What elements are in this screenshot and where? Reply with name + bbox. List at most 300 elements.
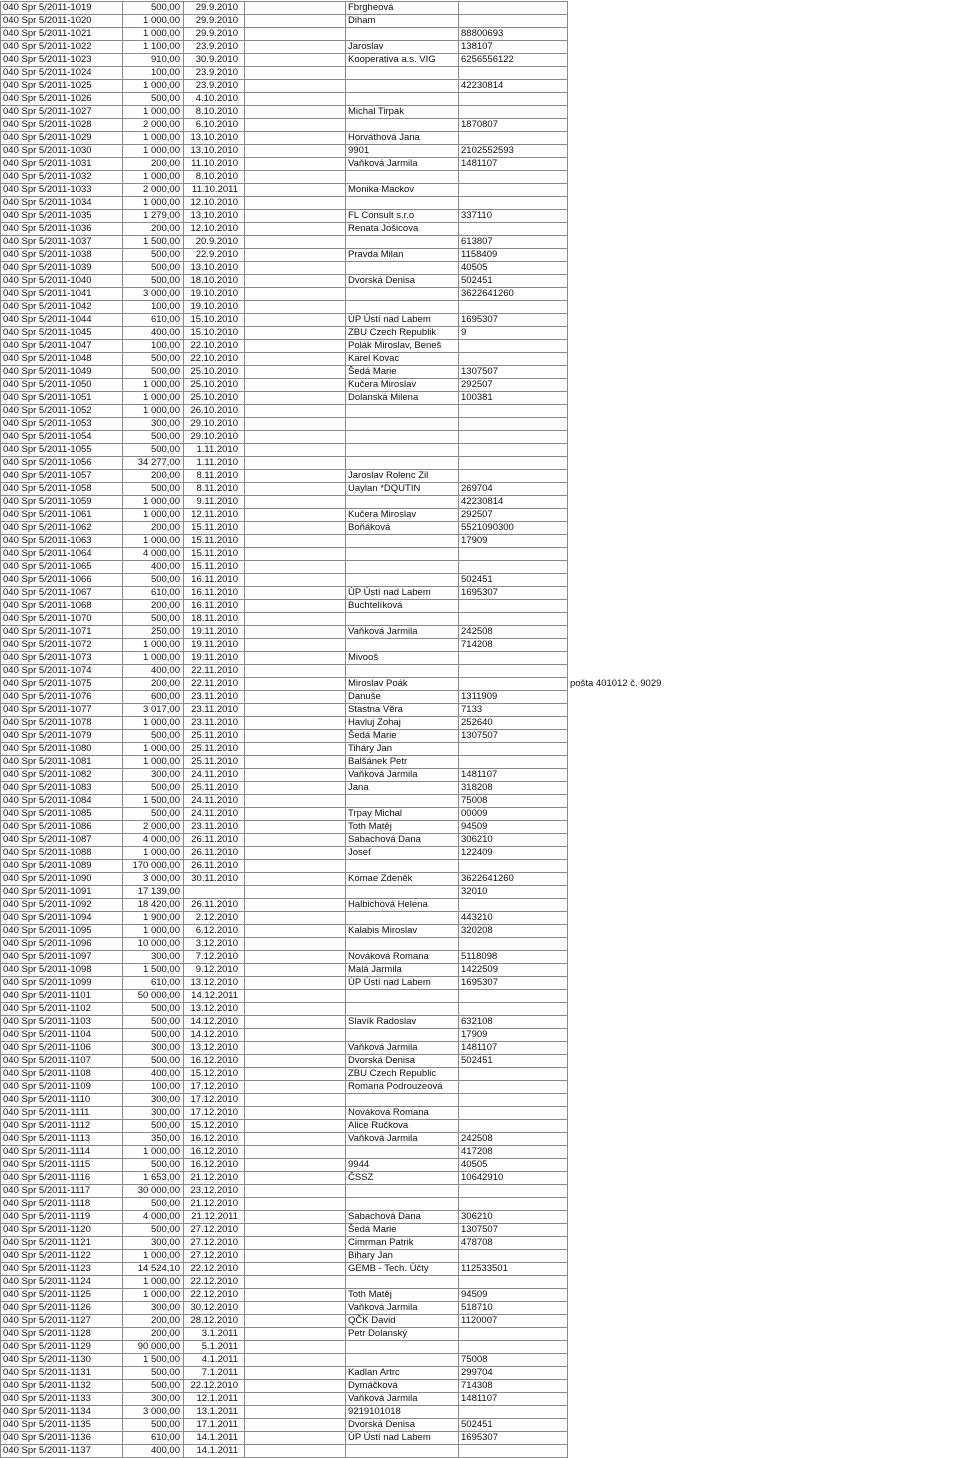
date-cell: 2.12.2010	[184, 912, 245, 925]
name-cell: Boňáková	[346, 522, 459, 535]
date-cell: 1.11.2010	[184, 444, 245, 457]
name-cell	[346, 457, 459, 470]
account-cell: 40505	[459, 1159, 568, 1172]
date-cell: 25.11.2010	[184, 730, 245, 743]
date-cell: 17.12.2010	[184, 1094, 245, 1107]
amount-cell: 610,00	[123, 977, 184, 990]
name-cell	[346, 119, 459, 132]
account-cell: 1870807	[459, 119, 568, 132]
note-cell	[568, 1159, 768, 1172]
table-row	[1, 678, 768, 691]
date-cell: 22.12.2010	[184, 1380, 245, 1393]
account-cell: 320208	[459, 925, 568, 938]
amount-cell: 610,00	[123, 314, 184, 327]
account-cell: 7133	[459, 704, 568, 717]
account-cell: 502451	[459, 275, 568, 288]
table-row	[1, 54, 768, 67]
date-cell: 23.11.2010	[184, 704, 245, 717]
name-cell: Mivooš	[346, 652, 459, 665]
amount-cell: 300,00	[123, 1393, 184, 1406]
account-cell: 17909	[459, 535, 568, 548]
table-row	[1, 470, 768, 483]
name-cell	[346, 171, 459, 184]
name-cell: Havluj Zohaj	[346, 717, 459, 730]
date-cell: 22.9.2010	[184, 249, 245, 262]
amount-cell: 100,00	[123, 67, 184, 80]
note-cell	[568, 483, 768, 496]
account-cell: 443210	[459, 912, 568, 925]
name-cell	[346, 67, 459, 80]
date-cell: 25.11.2010	[184, 782, 245, 795]
name-cell: Horváthová Jana	[346, 132, 459, 145]
table-row	[1, 1289, 768, 1302]
reference-cell: 040 Spr 5/2011-1027	[1, 106, 123, 119]
note-cell	[568, 392, 768, 405]
spacer-cell	[245, 457, 346, 470]
note-cell	[568, 743, 768, 756]
reference-cell: 040 Spr 5/2011-1124	[1, 1276, 123, 1289]
table-row	[1, 353, 768, 366]
reference-cell: 040 Spr 5/2011-1122	[1, 1250, 123, 1263]
account-cell	[459, 1185, 568, 1198]
date-cell: 22.12.2010	[184, 1289, 245, 1302]
account-cell: 417208	[459, 1146, 568, 1159]
reference-cell: 040 Spr 5/2011-1084	[1, 795, 123, 808]
table-row	[1, 106, 768, 119]
reference-cell: 040 Spr 5/2011-1035	[1, 210, 123, 223]
date-cell: 7.12.2010	[184, 951, 245, 964]
note-cell	[568, 1354, 768, 1367]
reference-cell: 040 Spr 5/2011-1126	[1, 1302, 123, 1315]
date-cell: 25.10.2010	[184, 392, 245, 405]
amount-cell: 1 900,00	[123, 912, 184, 925]
account-cell: 2102552593	[459, 145, 568, 158]
note-cell	[568, 1211, 768, 1224]
amount-cell: 1 000,00	[123, 197, 184, 210]
name-cell: Vaňková Jarmila	[346, 1393, 459, 1406]
reference-cell: 040 Spr 5/2011-1071	[1, 626, 123, 639]
reference-cell: 040 Spr 5/2011-1074	[1, 665, 123, 678]
account-cell	[459, 665, 568, 678]
account-cell	[459, 1081, 568, 1094]
amount-cell: 500,00	[123, 444, 184, 457]
note-cell	[568, 756, 768, 769]
reference-cell: 040 Spr 5/2011-1061	[1, 509, 123, 522]
reference-cell: 040 Spr 5/2011-1136	[1, 1432, 123, 1445]
reference-cell: 040 Spr 5/2011-1109	[1, 1081, 123, 1094]
table-row	[1, 1419, 768, 1432]
amount-cell: 1 000,00	[123, 145, 184, 158]
name-cell	[346, 795, 459, 808]
spacer-cell	[245, 808, 346, 821]
name-cell: ÚP Ústí nad Labem	[346, 587, 459, 600]
table-row	[1, 15, 768, 28]
account-cell: 306210	[459, 834, 568, 847]
note-cell	[568, 1315, 768, 1328]
reference-cell: 040 Spr 5/2011-1064	[1, 548, 123, 561]
name-cell: Sabachová Dana	[346, 1211, 459, 1224]
amount-cell: 500,00	[123, 1198, 184, 1211]
name-cell: Vaňková Jarmila	[346, 1133, 459, 1146]
account-cell: 1695307	[459, 587, 568, 600]
date-cell: 8.11.2010	[184, 483, 245, 496]
note-cell	[568, 353, 768, 366]
spacer-cell	[245, 1237, 346, 1250]
name-cell: Dvorská Denisa	[346, 1055, 459, 1068]
table-row	[1, 1185, 768, 1198]
name-cell	[346, 860, 459, 873]
spacer-cell	[245, 496, 346, 509]
spacer-cell	[245, 28, 346, 41]
amount-cell: 1 000,00	[123, 1146, 184, 1159]
name-cell: Vaňková Jarmila	[346, 769, 459, 782]
reference-cell: 040 Spr 5/2011-1130	[1, 1354, 123, 1367]
date-cell: 4.10.2010	[184, 93, 245, 106]
date-cell: 12.1.2011	[184, 1393, 245, 1406]
name-cell	[346, 93, 459, 106]
note-cell	[568, 834, 768, 847]
table-row	[1, 639, 768, 652]
date-cell: 13.10.2010	[184, 262, 245, 275]
spacer-cell	[245, 1146, 346, 1159]
amount-cell: 500,00	[123, 1224, 184, 1237]
date-cell: 14.12.2010	[184, 1016, 245, 1029]
name-cell: Karel Kovac	[346, 353, 459, 366]
spacer-cell	[245, 1445, 346, 1458]
spacer-cell	[245, 1055, 346, 1068]
spacer-cell	[245, 561, 346, 574]
date-cell: 13.10.2010	[184, 145, 245, 158]
spacer-cell	[245, 54, 346, 67]
account-cell: 100381	[459, 392, 568, 405]
name-cell: Josef	[346, 847, 459, 860]
date-cell: 25.10.2010	[184, 379, 245, 392]
reference-cell: 040 Spr 5/2011-1050	[1, 379, 123, 392]
date-cell: 29.9.2010	[184, 28, 245, 41]
reference-cell: 040 Spr 5/2011-1028	[1, 119, 123, 132]
account-cell	[459, 1328, 568, 1341]
amount-cell: 300,00	[123, 1042, 184, 1055]
name-cell	[346, 288, 459, 301]
date-cell: 18.10.2010	[184, 275, 245, 288]
table-row	[1, 990, 768, 1003]
reference-cell: 040 Spr 5/2011-1025	[1, 80, 123, 93]
account-cell	[459, 899, 568, 912]
date-cell: 26.11.2010	[184, 834, 245, 847]
amount-cell: 2 000,00	[123, 821, 184, 834]
reference-cell: 040 Spr 5/2011-1095	[1, 925, 123, 938]
account-cell	[459, 340, 568, 353]
name-cell	[346, 197, 459, 210]
account-cell: 122409	[459, 847, 568, 860]
table-row	[1, 1146, 768, 1159]
note-cell	[568, 366, 768, 379]
spacer-cell	[245, 912, 346, 925]
table-row	[1, 1445, 768, 1458]
amount-cell: 500,00	[123, 1159, 184, 1172]
date-cell: 8.10.2010	[184, 106, 245, 119]
amount-cell: 200,00	[123, 600, 184, 613]
amount-cell: 1 279,00	[123, 210, 184, 223]
date-cell: 15.12.2010	[184, 1120, 245, 1133]
reference-cell: 040 Spr 5/2011-1080	[1, 743, 123, 756]
name-cell: Cimrman Patrik	[346, 1237, 459, 1250]
note-cell	[568, 964, 768, 977]
date-cell: 13.12.2010	[184, 1042, 245, 1055]
name-cell: Renata Jošicova	[346, 223, 459, 236]
amount-cell: 1 000,00	[123, 15, 184, 28]
reference-cell: 040 Spr 5/2011-1104	[1, 1029, 123, 1042]
date-cell: 4.1.2011	[184, 1354, 245, 1367]
note-cell	[568, 431, 768, 444]
amount-cell: 1 500,00	[123, 964, 184, 977]
account-cell	[459, 431, 568, 444]
amount-cell: 200,00	[123, 1315, 184, 1328]
spacer-cell	[245, 1354, 346, 1367]
table-row	[1, 1081, 768, 1094]
spacer-cell	[245, 756, 346, 769]
date-cell: 24.11.2010	[184, 808, 245, 821]
amount-cell: 250,00	[123, 626, 184, 639]
date-cell: 13.10.2010	[184, 210, 245, 223]
account-cell	[459, 184, 568, 197]
date-cell: 26.11.2010	[184, 899, 245, 912]
spacer-cell	[245, 873, 346, 886]
amount-cell: 100,00	[123, 340, 184, 353]
amount-cell: 500,00	[123, 1029, 184, 1042]
date-cell: 19.11.2010	[184, 626, 245, 639]
reference-cell: 040 Spr 5/2011-1118	[1, 1198, 123, 1211]
name-cell: ÚP Ústí nad Labem	[346, 1432, 459, 1445]
reference-cell: 040 Spr 5/2011-1127	[1, 1315, 123, 1328]
date-cell: 16.11.2010	[184, 600, 245, 613]
note-cell	[568, 288, 768, 301]
name-cell: Pravda Milan	[346, 249, 459, 262]
reference-cell: 040 Spr 5/2011-1115	[1, 1159, 123, 1172]
spacer-cell	[245, 1263, 346, 1276]
date-cell: 15.11.2010	[184, 522, 245, 535]
table-row	[1, 379, 768, 392]
reference-cell: 040 Spr 5/2011-1110	[1, 1094, 123, 1107]
spacer-cell	[245, 769, 346, 782]
table-row	[1, 613, 768, 626]
account-cell: 32010	[459, 886, 568, 899]
note-cell	[568, 1250, 768, 1263]
spacer-cell	[245, 886, 346, 899]
name-cell: Kučera Miroslav	[346, 379, 459, 392]
spacer-cell	[245, 132, 346, 145]
amount-cell: 200,00	[123, 470, 184, 483]
amount-cell: 1 653,00	[123, 1172, 184, 1185]
name-cell: Šedá Marie	[346, 1224, 459, 1237]
note-cell	[568, 314, 768, 327]
spacer-cell	[245, 249, 346, 262]
spacer-cell	[245, 41, 346, 54]
spacer-cell	[245, 522, 346, 535]
table-row	[1, 262, 768, 275]
date-cell: 15.11.2010	[184, 548, 245, 561]
reference-cell: 040 Spr 5/2011-1123	[1, 1263, 123, 1276]
note-cell	[568, 691, 768, 704]
amount-cell: 350,00	[123, 1133, 184, 1146]
note-cell	[568, 1146, 768, 1159]
amount-cell: 1 000,00	[123, 392, 184, 405]
amount-cell: 1 100,00	[123, 41, 184, 54]
table-row	[1, 600, 768, 613]
name-cell	[346, 574, 459, 587]
spacer-cell	[245, 262, 346, 275]
table-row	[1, 665, 768, 678]
name-cell: QČK David	[346, 1315, 459, 1328]
note-cell	[568, 938, 768, 951]
reference-cell: 040 Spr 5/2011-1019	[1, 2, 123, 15]
note-cell	[568, 808, 768, 821]
amount-cell: 1 000,00	[123, 509, 184, 522]
note-cell	[568, 1367, 768, 1380]
account-cell	[459, 301, 568, 314]
spacer-cell	[245, 405, 346, 418]
note-cell	[568, 1237, 768, 1250]
table-row	[1, 314, 768, 327]
account-cell	[459, 171, 568, 184]
account-cell	[459, 197, 568, 210]
reference-cell: 040 Spr 5/2011-1066	[1, 574, 123, 587]
reference-cell: 040 Spr 5/2011-1031	[1, 158, 123, 171]
name-cell: Bihary Jan	[346, 1250, 459, 1263]
note-cell	[568, 795, 768, 808]
note-cell	[568, 990, 768, 1003]
note-cell	[568, 457, 768, 470]
name-cell	[346, 886, 459, 899]
account-cell: 138107	[459, 41, 568, 54]
spacer-cell	[245, 1419, 346, 1432]
account-cell	[459, 1250, 568, 1263]
name-cell: ÚP Ústí nad Labem	[346, 314, 459, 327]
name-cell: Toth Matěj	[346, 1289, 459, 1302]
reference-cell: 040 Spr 5/2011-1026	[1, 93, 123, 106]
account-cell: 112533501	[459, 1263, 568, 1276]
date-cell: 13.12.2010	[184, 977, 245, 990]
date-cell: 16.12.2010	[184, 1146, 245, 1159]
amount-cell: 500,00	[123, 483, 184, 496]
date-cell: 23.11.2010	[184, 717, 245, 730]
amount-cell: 300,00	[123, 1107, 184, 1120]
name-cell	[346, 1146, 459, 1159]
amount-cell: 3 000,00	[123, 1406, 184, 1419]
account-cell: 478708	[459, 1237, 568, 1250]
date-cell: 23.11.2010	[184, 821, 245, 834]
name-cell	[346, 912, 459, 925]
note-cell	[568, 925, 768, 938]
date-cell: 30.11.2010	[184, 873, 245, 886]
name-cell: Trpay Michal	[346, 808, 459, 821]
table-row	[1, 1432, 768, 1445]
table-row	[1, 925, 768, 938]
reference-cell: 040 Spr 5/2011-1112	[1, 1120, 123, 1133]
table-row	[1, 158, 768, 171]
spacer-cell	[245, 1120, 346, 1133]
reference-cell: 040 Spr 5/2011-1067	[1, 587, 123, 600]
spacer-cell	[245, 1367, 346, 1380]
reference-cell: 040 Spr 5/2011-1063	[1, 535, 123, 548]
table-row	[1, 951, 768, 964]
amount-cell: 100,00	[123, 301, 184, 314]
account-cell: 3622641260	[459, 873, 568, 886]
table-row	[1, 717, 768, 730]
table-row	[1, 1068, 768, 1081]
date-cell: 21.12.2010	[184, 1172, 245, 1185]
name-cell: Komae Zdeněk	[346, 873, 459, 886]
spacer-cell	[245, 340, 346, 353]
note-cell	[568, 548, 768, 561]
table-row	[1, 1029, 768, 1042]
spacer-cell	[245, 1432, 346, 1445]
spacer-cell	[245, 119, 346, 132]
amount-cell: 1 000,00	[123, 743, 184, 756]
account-cell: 1158409	[459, 249, 568, 262]
amount-cell: 400,00	[123, 327, 184, 340]
amount-cell: 2 000,00	[123, 184, 184, 197]
amount-cell: 500,00	[123, 1367, 184, 1380]
table-row	[1, 1211, 768, 1224]
date-cell: 29.9.2010	[184, 15, 245, 28]
date-cell: 19.11.2010	[184, 639, 245, 652]
table-row	[1, 1224, 768, 1237]
table-row	[1, 522, 768, 535]
name-cell: Šedá Marie	[346, 730, 459, 743]
amount-cell: 1 000,00	[123, 847, 184, 860]
spacer-cell	[245, 1380, 346, 1393]
note-cell	[568, 1042, 768, 1055]
reference-cell: 040 Spr 5/2011-1078	[1, 717, 123, 730]
amount-cell: 300,00	[123, 951, 184, 964]
note-cell	[568, 1029, 768, 1042]
reference-cell: 040 Spr 5/2011-1107	[1, 1055, 123, 1068]
date-cell: 8.11.2010	[184, 470, 245, 483]
note-cell	[568, 587, 768, 600]
amount-cell: 400,00	[123, 665, 184, 678]
account-cell	[459, 561, 568, 574]
note-cell	[568, 1380, 768, 1393]
spacer-cell	[245, 288, 346, 301]
name-cell: Fbrgheová	[346, 2, 459, 15]
account-cell: 299704	[459, 1367, 568, 1380]
table-row	[1, 28, 768, 41]
table-row	[1, 171, 768, 184]
account-cell	[459, 470, 568, 483]
spacer-cell	[245, 2, 346, 15]
table-row	[1, 704, 768, 717]
reference-cell: 040 Spr 5/2011-1106	[1, 1042, 123, 1055]
reference-cell: 040 Spr 5/2011-1044	[1, 314, 123, 327]
table-row	[1, 1341, 768, 1354]
note-cell	[568, 301, 768, 314]
account-cell: 1120007	[459, 1315, 568, 1328]
reference-cell: 040 Spr 5/2011-1102	[1, 1003, 123, 1016]
account-cell: 94509	[459, 1289, 568, 1302]
table-row	[1, 405, 768, 418]
name-cell: Kadlan Artrc	[346, 1367, 459, 1380]
table-row	[1, 1315, 768, 1328]
date-cell: 22.10.2010	[184, 340, 245, 353]
name-cell: 9901	[346, 145, 459, 158]
account-cell: 1307507	[459, 730, 568, 743]
spacer-cell	[245, 1107, 346, 1120]
amount-cell: 1 000,00	[123, 132, 184, 145]
account-cell: 3622641260	[459, 288, 568, 301]
name-cell: Miroslav Poák	[346, 678, 459, 691]
account-cell: 1695307	[459, 1432, 568, 1445]
